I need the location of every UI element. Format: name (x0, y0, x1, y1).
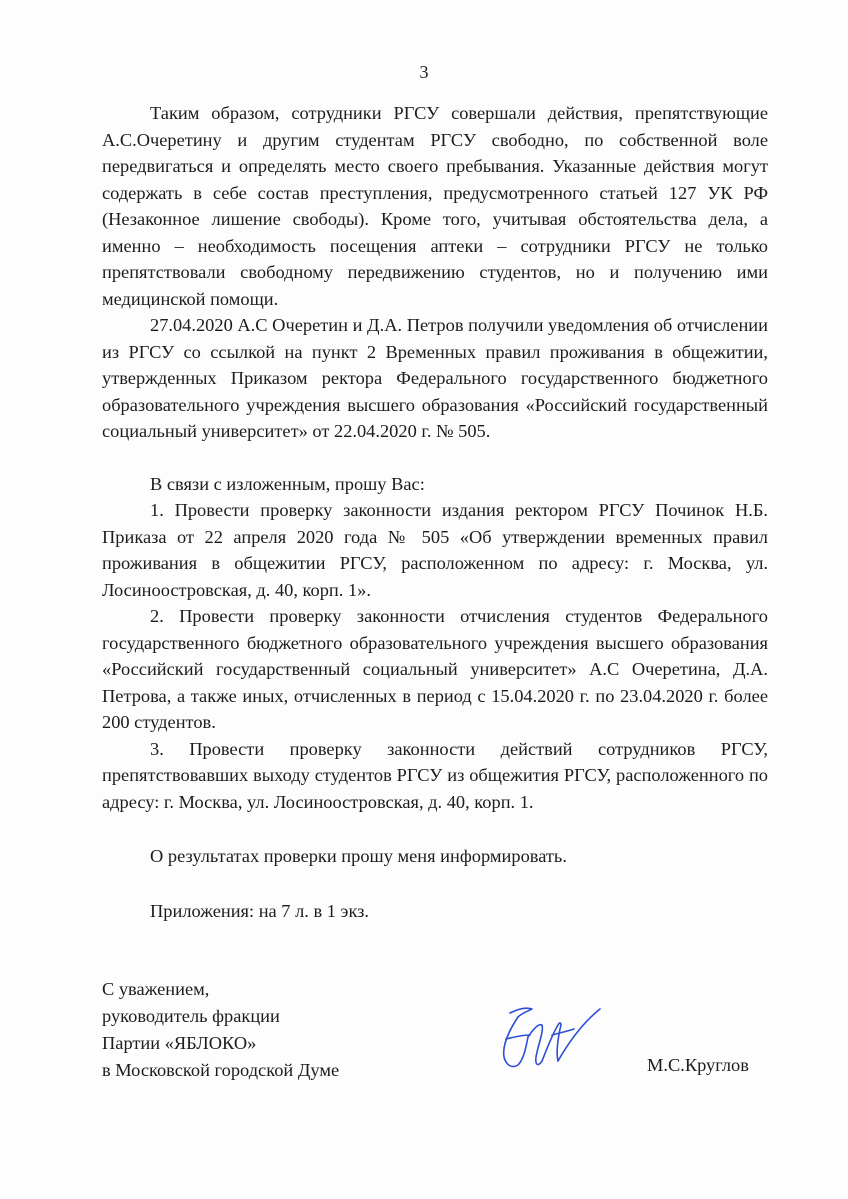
signer-title-line-2: Партии «ЯБЛОКО» (102, 1033, 257, 1053)
paragraph-request-intro: В связи с изложенным, прошу Вас: (150, 473, 425, 494)
letter-body (102, 100, 768, 924)
paragraph-restriction-of-freedom: Таким образом, сотрудники РГСУ совершали действия, препятствующие А.С.Очеретину и другим студентам РГСУ свободно, по собственной воле передвигаться и определять место своего пребывания. Указанные действия могут содержать в себе состав преступления, предусмотренного статьей 127 УК РФ (Незаконное лишение свободы). Кроме того, учитывая обстоятельства дела, а именно – необходимость посещения аптеки – сотрудники РГСУ не только препятствовали свободному передвижению студентов, но и получению ими медицинской помощи. (102, 103, 768, 309)
signer-title-line-3: в Московской городской Думе (102, 1060, 340, 1080)
paragraph-expulsion-notice: 27.04.2020 А.С Очеретин и Д.А. Петров получили уведомления об отчислении из РГСУ со ссылкой на пункт 2 Временных правил проживания в общежитии, утвержденных Приказом ректора Федерального государственного бюджетного образовательного учреждения высшего образования «Российский государственный социальный университет» от 22.04.2020 г. № 505. (102, 315, 768, 441)
handwritten-signature (488, 995, 608, 1080)
page-number: 3 (419, 62, 429, 82)
request-item-2: 2. Провести проверку законности отчисления студентов Федерального государственного бюджетного образовательного учреждения высшего образования «Российский государственный социальный университет» А.С Очеретина, Д.А. Петрова, а также иных, отчисленных в период с 15.04.2020 г. по 23.04.2020 г. более 200 студентов. (102, 606, 768, 732)
paragraph-inform-request: О результатах проверки прошу меня информировать. (150, 846, 567, 866)
request-item-1: 1. Провести проверку законности издания ректором РГСУ Починок Н.Б. Приказа от 22 апреля 2020 года № 505 «Об утверждении временных правил проживания в общежитии РГСУ, расположенном по адресу: г. Москва, ул. Лосиноостровская, д. 40, корп. 1». (102, 500, 768, 600)
paragraph-attachments: Приложения: на 7 л. в 1 экз. (150, 900, 369, 921)
signer-title-line-1: руководитель фракции (102, 1006, 280, 1026)
closing-line: С уважением, (102, 979, 210, 999)
signer-name: М.С.Круглов (647, 1055, 749, 1075)
request-item-3: 3. Провести проверку законности действий сотрудников РГСУ, препятствовавших выходу студентов РГСУ из общежития РГСУ, расположенного по адресу: г. Москва, ул. Лосиноостровская, д. 40, корп. 1. (102, 738, 768, 812)
